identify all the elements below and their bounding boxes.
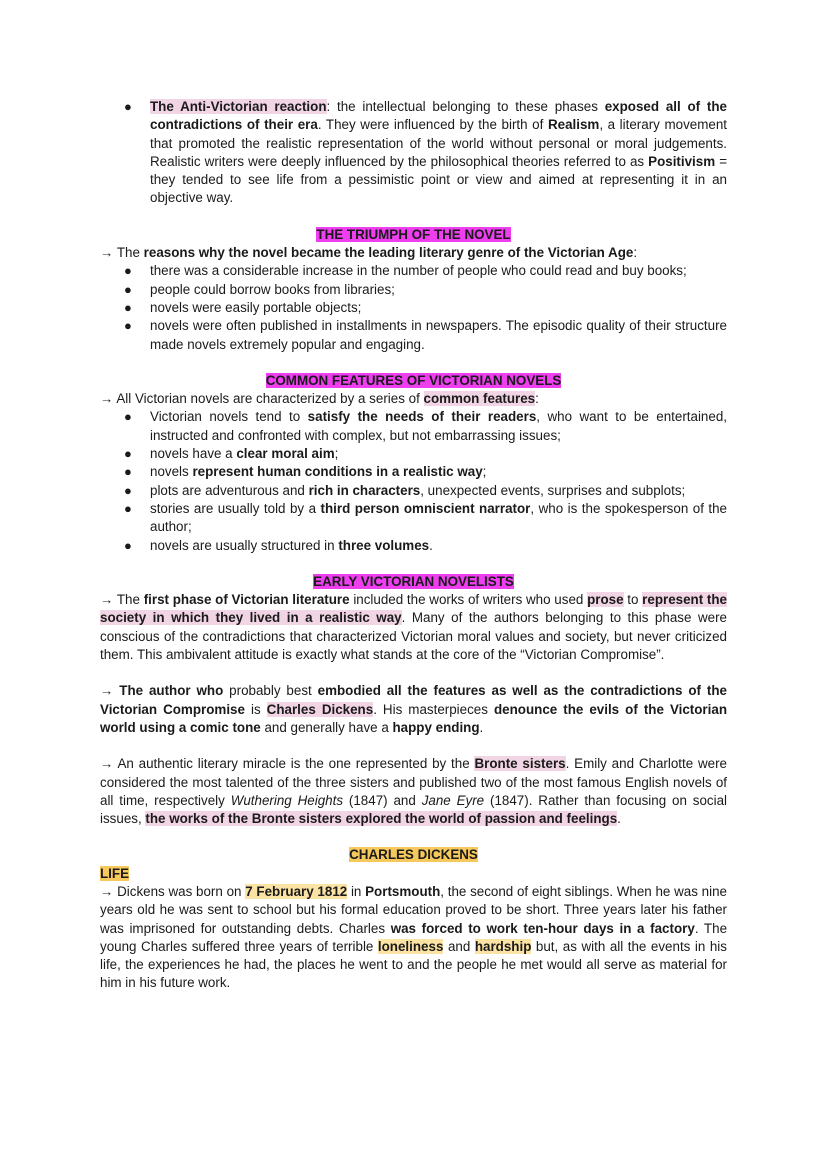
list-item	[100, 299, 727, 317]
text-span: . The young Charles suffered three years of terrible	[100, 920, 728, 954]
text-span: novels are usually structured in	[150, 537, 339, 553]
paragraph	[100, 682, 727, 737]
bold-text: Positivism	[648, 153, 716, 169]
highlight-term: hardship	[474, 938, 532, 954]
bullet-icon: ●	[124, 500, 132, 516]
text-span: , unexpected events, surprises and subplots;	[420, 482, 686, 498]
subheading-text: LIFE	[100, 865, 130, 881]
bold-text: was forced to work ten-hour days in a factory	[390, 920, 695, 936]
bold-text: satisfy the needs of their readers	[307, 409, 537, 425]
bullet-icon: ●	[124, 409, 132, 425]
text-span: is	[244, 701, 267, 717]
text-span: , the second of eight siblings. When he was nine years old he was sent to school but his formal education proved to be short. Three years later his father was imprisoned for outstanding debts. Charles	[100, 883, 727, 936]
text-span: . Emily and Charlotte were considered the most talented of the three sisters and published two of the most famous English novels of all time, respectively	[100, 756, 727, 808]
text-span: ;	[482, 464, 487, 480]
bullet-icon: ●	[124, 537, 132, 553]
heading-text: CHARLES DICKENS	[349, 847, 478, 863]
heading-text: THE TRIUMPH OF THE NOVEL	[316, 226, 511, 242]
text-span: . His masterpieces	[373, 701, 494, 717]
bold-text: represent human conditions in a realistic way	[192, 464, 483, 480]
bullet-icon: ●	[124, 464, 132, 480]
list-item	[100, 445, 727, 463]
highlight-term: loneliness	[377, 938, 444, 954]
text-span: Victorian novels tend to	[150, 409, 308, 425]
text-span: , a literary movement that promoted the realistic representation of the world without personal or moral judgements. Realistic writers were deeply influenced by the philosophical theories referred to as	[150, 117, 727, 169]
bold-text: exposed all of the contradictions of their era	[150, 99, 727, 133]
heading-text: EARLY VICTORIAN NOVELISTS	[313, 573, 514, 589]
bullet-icon: ●	[124, 263, 132, 279]
text-span: :	[633, 245, 638, 261]
highlight-term: represent the society in which they lived in a realistic way	[100, 592, 727, 626]
text-span: to	[623, 592, 643, 608]
list-item	[100, 537, 727, 555]
paragraph	[100, 591, 727, 664]
text-span: (1847). Rather than focusing on social issues,	[100, 792, 728, 827]
text-span: → An authentic literary miracle is the one represented by the	[100, 756, 475, 772]
text-span: = they tended to see life from a pessimistic point or view and aimed at representing it in an objective way.	[150, 153, 728, 206]
paragraph	[100, 755, 727, 828]
text-span: → The	[100, 245, 144, 261]
text-span: . They were influenced by the birth of	[317, 117, 548, 133]
bullet-icon: ●	[124, 446, 132, 462]
text-span: included the works of writers who used	[349, 592, 588, 608]
section-heading	[100, 846, 727, 864]
text-span: novels	[150, 464, 193, 480]
text-span: .	[429, 537, 433, 553]
intro-paragraph	[100, 244, 727, 262]
bullet-icon: ●	[124, 281, 132, 297]
italic-title: Jane Eyre	[421, 792, 485, 808]
bold-text: Realism	[547, 117, 600, 133]
section-heading	[100, 573, 727, 591]
bold-text: third person omniscient narrator	[320, 500, 531, 516]
text-span: :	[535, 391, 539, 407]
text-span: ;	[334, 446, 339, 462]
list-item	[100, 408, 727, 445]
bold-text: happy ending	[392, 719, 480, 735]
bullet-icon: ●	[124, 318, 132, 334]
text-span: , who want to be entertained, instructed and confronted with complex, but not embarrassing issues;	[150, 409, 727, 443]
text-span: and	[443, 938, 475, 954]
bullet-icon: ●	[124, 482, 132, 498]
text-span: , who is the spokesperson of the author;	[150, 500, 728, 535]
italic-title: Wuthering Heights	[230, 792, 344, 808]
text-span: → All Victorian novels are characterized by a series of	[100, 391, 424, 407]
highlight-term: 7 February 1812	[245, 883, 348, 899]
section-heading	[100, 372, 727, 390]
text-span: plots are adventurous and	[150, 482, 309, 498]
highlight-term: common features	[423, 391, 536, 407]
bullet-icon: ●	[124, 299, 132, 315]
text-span: : the intellectual belonging to these phases	[326, 99, 605, 114]
highlight-term: prose	[587, 592, 624, 608]
bold-text: Portsmouth	[365, 883, 441, 899]
text-span: but, as with all the events in his life, the experiences he had, the places he went to and the people he met would all serve as material for him in his future work.	[100, 938, 727, 991]
list-item	[100, 500, 727, 537]
bold-text: denounce the evils of the Victorian world using a comic tone	[100, 701, 727, 735]
intro-paragraph	[100, 390, 727, 408]
list-item-text: there was a considerable increase in the number of people who could read and buy books;	[150, 263, 687, 279]
bold-text: → The author who	[100, 683, 224, 699]
triumph-list	[100, 262, 727, 353]
list-item	[100, 98, 727, 208]
text-span: probably best	[223, 683, 318, 699]
bold-text: embodied all the features as well as the contradictions of the Victorian Compromise	[100, 683, 727, 717]
highlight-term: the works of the Bronte sisters explored the world of passion and feelings	[145, 811, 618, 827]
subheading	[100, 865, 727, 883]
bold-text: rich in characters	[308, 482, 421, 498]
text-span: .	[617, 811, 621, 827]
text-span: stories are usually told by a	[150, 500, 321, 516]
list-item	[100, 281, 727, 299]
text-span: in	[347, 883, 366, 899]
text-span: → The	[100, 592, 144, 608]
heading-text: COMMON FEATURES OF VICTORIAN NOVELS	[265, 372, 562, 388]
bold-text: reasons why the novel became the leading literary genre of the Victorian Age	[143, 245, 634, 261]
text-span: .	[479, 719, 484, 735]
highlight-term: Charles Dickens	[266, 701, 374, 717]
list-item-text: novels were often published in installments in newspapers. The episodic quality of their structure made novels extremely popular and engaging.	[150, 318, 727, 352]
section-heading	[100, 226, 727, 244]
text-span: . Many of the authors belonging to this phase were conscious of the contradictions that characterized Victorian moral values and society, but never criticized them. This ambivalent attitude is exactly what stands at the core of the “Victorian Compromise”.	[100, 610, 727, 663]
list-item	[100, 317, 727, 354]
list-item	[100, 463, 727, 481]
bold-text: clear moral aim	[236, 446, 335, 462]
list-item-text: people could borrow books from libraries;	[150, 281, 395, 297]
list-item	[100, 482, 727, 500]
list-item-text: novels were easily portable objects;	[150, 299, 362, 315]
paragraph	[100, 883, 727, 993]
bold-text: first phase of Victorian literature	[143, 592, 350, 608]
bullet-icon: ●	[124, 99, 132, 114]
highlight-term: Bronte sisters	[474, 756, 566, 772]
list-item	[100, 262, 727, 280]
document-content	[100, 98, 727, 993]
text-span: (1847) and	[343, 792, 422, 808]
features-list	[100, 408, 727, 554]
anti-victorian-list	[100, 98, 727, 208]
text-span: and generally have a	[260, 719, 393, 735]
bold-text: three volumes	[338, 537, 430, 553]
text-span: novels have a	[150, 446, 237, 462]
text-span: → Dickens was born on	[100, 883, 246, 899]
highlight-term: The Anti-Victorian reaction	[150, 99, 327, 114]
